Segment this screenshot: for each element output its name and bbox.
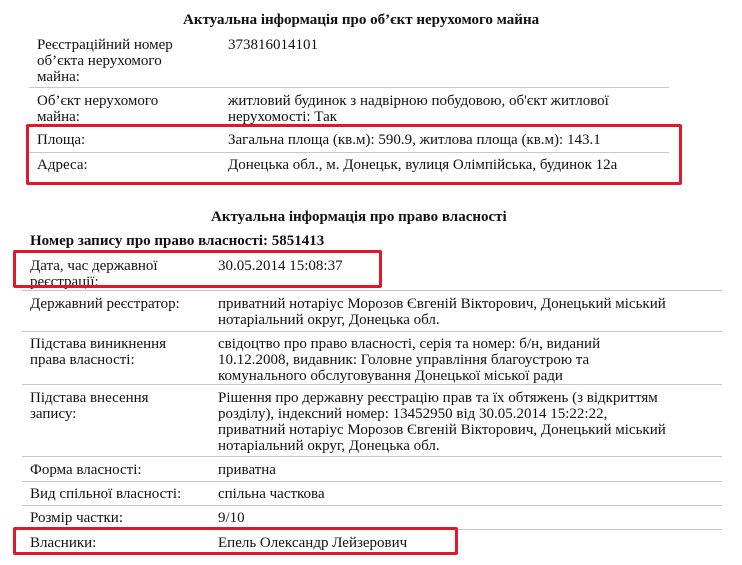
- highlight-registration-datetime: [13, 250, 382, 288]
- label-owners: Власники:: [30, 535, 97, 551]
- record-number: Номер запису про право власності: 5851413: [30, 233, 325, 249]
- highlight-owners: [13, 527, 458, 555]
- value-property-object: житловий будинок з надвірною побудовою, об'єкт житлової нерухомості: Так: [228, 93, 609, 125]
- value-address: Донецька обл., м. Донецьк, вулиця Олімпійська, будинок 12а: [228, 157, 618, 173]
- label-address: Адреса:: [37, 157, 88, 173]
- label-registration-datetime: Дата, час державної реєстрації:: [30, 258, 158, 290]
- value-registration-datetime: 30.05.2014 15:08:37: [218, 258, 343, 274]
- row-separator: [22, 481, 722, 482]
- label-share-size: Розмір частки:: [30, 510, 123, 526]
- value-ownership-form: приватна: [218, 462, 276, 478]
- row-separator: [22, 384, 722, 385]
- label-property-object: Об’єкт нерухомого майна:: [37, 93, 159, 125]
- row-separator: [22, 456, 722, 457]
- value-area: Загальна площа (кв.м): 590.9, житлова площа (кв.м): 143.1: [228, 132, 601, 148]
- section2-title: Актуальна інформація про право власності: [211, 209, 507, 225]
- label-entry-basis: Підстава внесення запису:: [30, 390, 149, 422]
- value-owners: Епель Олександр Лейзерович: [218, 535, 408, 551]
- label-state-registrar: Державний реєстратор:: [30, 296, 180, 312]
- value-share-size: 9/10: [218, 510, 245, 526]
- label-area: Площа:: [37, 132, 86, 148]
- section1-title: Актуальна інформація про об’єкт нерухомого майна: [183, 12, 540, 28]
- label-ownership-basis: Підстава виникнення права власності:: [30, 336, 167, 368]
- value-state-registrar: приватний нотаріус Морозов Євгеній Вікторович, Донецький міський нотаріальний округ, Донецька обл.: [218, 296, 666, 328]
- row-separator: [22, 290, 722, 291]
- label-ownership-form: Форма власності:: [30, 462, 142, 478]
- label-joint-ownership-type: Вид спільної власності:: [30, 486, 182, 502]
- row-separator: [22, 505, 722, 506]
- value-ownership-basis: свідоцтво про право власності, серія та номер: б/н, виданий 10.12.2008, видавник: Головне управління благоустрою та комунального обслуговування Донецької міської ради: [218, 336, 601, 384]
- value-joint-ownership-type: спільна часткова: [218, 486, 325, 502]
- value-registration-number: 373816014101: [228, 37, 318, 53]
- highlight-area-address: [26, 124, 682, 185]
- row-separator: [22, 331, 722, 332]
- value-entry-basis: Рішення про державну реєстрацію прав та їх обтяжень (з відкриттям розділу), індексний номер: 13452950 від 30.05.2014 15:22:22, приватний нотаріус Морозов Євгеній Вікторович, Донецький міський нотаріальний округ, Донецька обл.: [218, 390, 666, 454]
- row-separator: [29, 87, 669, 88]
- label-registration-number: Реєстраційний номер об’єкта нерухомого майна:: [37, 37, 173, 85]
